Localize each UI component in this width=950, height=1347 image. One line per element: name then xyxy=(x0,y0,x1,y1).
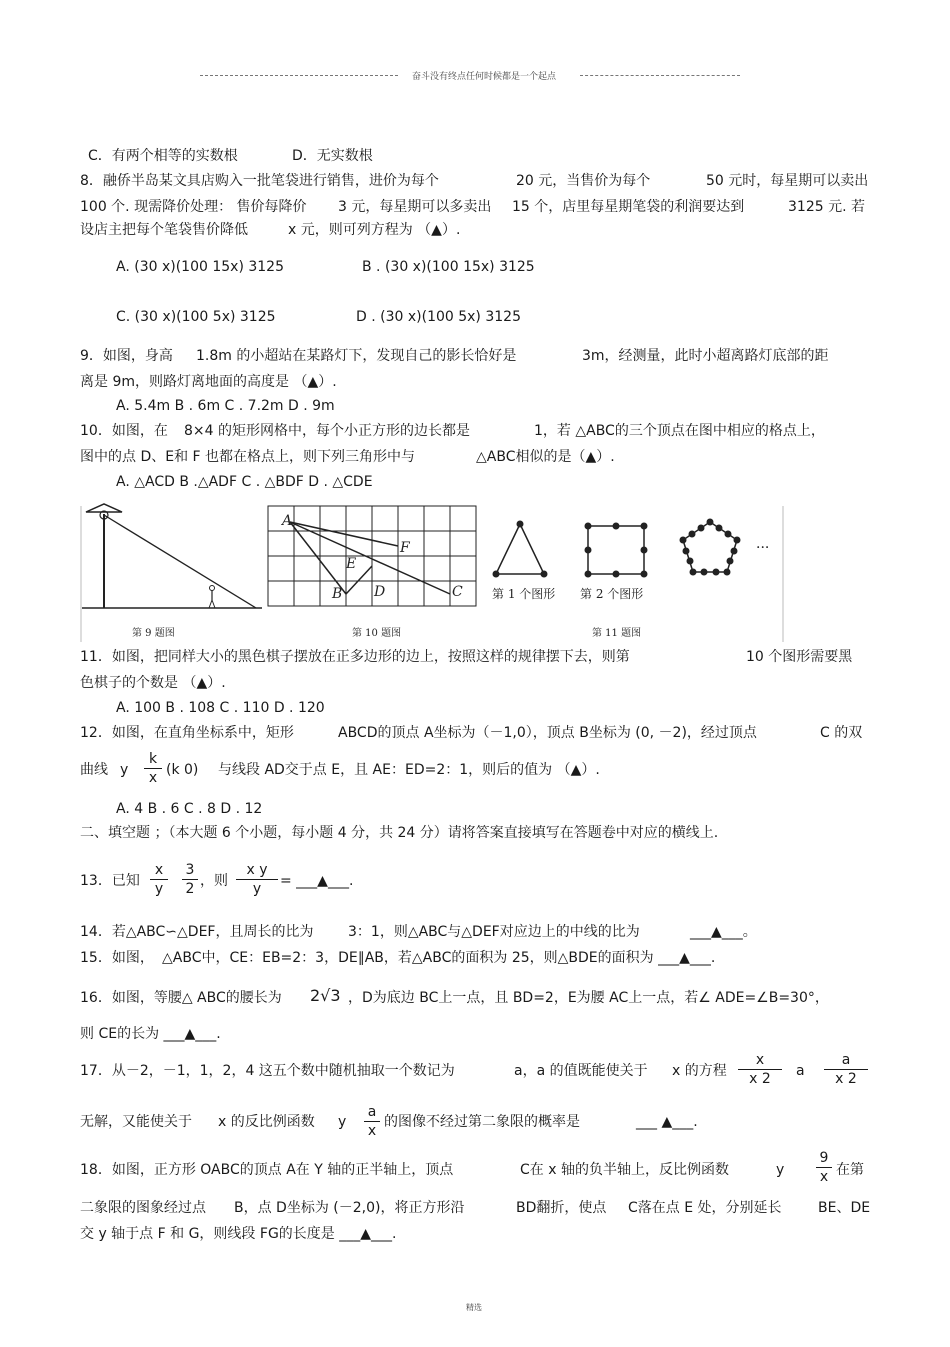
q18-y: y xyxy=(776,1162,785,1178)
q18-line2b: B，点 D坐标为 (－2,0)，将正方形沿 xyxy=(234,1200,465,1216)
q18-n: 9 xyxy=(819,1150,829,1166)
q9-line1a: 9．如图，身高 xyxy=(80,348,173,364)
q17-op-a: a xyxy=(796,1063,805,1079)
q18-line2d: C落在点 E 处，分别延长 xyxy=(628,1200,782,1216)
q12-line1b: ABCD的顶点 A坐标为（－1,0），顶点 B坐标为 (0, －2)，经过顶点 xyxy=(338,725,757,741)
q13-n2: 3 xyxy=(185,862,195,878)
q9-line2: 离是 9m，则路灯离地面的高度是 （▲）. xyxy=(80,374,337,390)
q13-pre: 13．已知 xyxy=(80,873,140,889)
fig9-lamp-diagram xyxy=(82,504,262,608)
q14-c: ___▲___。 xyxy=(690,924,757,940)
q8-option-b: B . (30 x)(100 15x) 3125 xyxy=(362,259,535,275)
q12-k-condition: (k 0) xyxy=(166,762,199,778)
q8-line2b: 3 元，每星期可以多卖出 xyxy=(338,199,492,215)
fig10-grid-diagram xyxy=(268,506,476,606)
q13-d2: 2 xyxy=(185,881,195,897)
q10-line2b: △ABC相似的是（▲）. xyxy=(476,449,615,465)
q17-d1: x 2 xyxy=(749,1071,771,1087)
q11-options: A. 100 B . 108 C . 110 D . 120 xyxy=(116,700,325,716)
q12-line1c: C 的双 xyxy=(820,725,863,741)
q12-frac-num: k xyxy=(148,751,158,767)
q17-d2: x 2 xyxy=(835,1071,857,1087)
q16-line2: 则 CE的长为 ___▲___. xyxy=(80,1026,221,1042)
fig11-polygon-sequence xyxy=(493,519,740,577)
q18-line3: 交 y 轴于点 F 和 G，则线段 FG的长度是 ___▲___. xyxy=(80,1226,397,1242)
q17-line2a: 无解，又能使关于 xyxy=(80,1114,192,1130)
q10-line1a: 10．如图，在 xyxy=(80,423,168,439)
q8-line2a: 100 个. 现需降价处理： 售价每降价 xyxy=(80,199,307,215)
q8-line3b: x 元，则可列方程为 （▲）. xyxy=(288,222,461,238)
fig11-label-2: 第 2 个图形 xyxy=(580,587,644,601)
q13-n3: x y xyxy=(246,862,268,878)
q12-y: y xyxy=(120,762,129,778)
q16-a: 16．如图，等腰△ ABC的腰长为 xyxy=(80,990,282,1006)
q17-line2d: ___ ▲___. xyxy=(636,1114,698,1130)
q12-line1a: 12．如图，在直角坐标系中，矩形 xyxy=(80,725,294,741)
footer-text: 精选 xyxy=(466,1303,482,1312)
fig10-label-c: C xyxy=(452,584,463,600)
figures-strip xyxy=(80,500,784,642)
q18-line2a: 二象限的图象经过点 xyxy=(80,1200,206,1216)
q17-a: 17．从－2，－1，1，2，4 这五个数中随机抽取一个数记为 xyxy=(80,1063,455,1079)
q12-line2b: 与线段 AD交于点 E，且 AE：ED=2：1，则后的值为 （▲）. xyxy=(218,762,600,778)
q10-line1b: 8×4 的矩形网格中，每个小正方形的边长都是 xyxy=(184,423,470,439)
header-dash-left xyxy=(200,75,398,76)
q13-d1: y xyxy=(154,881,164,897)
q14-b: 3：1，则△ABC与△DEF对应边上的中线的比为 xyxy=(348,924,640,940)
header-dash-right xyxy=(580,75,740,76)
q13-post: = ___▲___. xyxy=(280,873,354,889)
q18-b: C在 x 轴的负半轴上，反比例函数 xyxy=(520,1162,729,1178)
q10-line1c: 1，若 △ABC的三个顶点在图中相应的格点上， xyxy=(534,423,825,439)
q8-line3a: 设店主把每个笔袋售价降低 xyxy=(80,222,248,238)
fig10-caption: 第 10 题图 xyxy=(352,628,402,639)
q11-line1b: 10 个图形需要黑 xyxy=(746,649,853,665)
q18-a: 18．如图，正方形 OABC的顶点 A在 Y 轴的正半轴上，顶点 xyxy=(80,1162,454,1178)
q8-line1b: 20 元，当售价为每个 xyxy=(516,173,651,189)
q17-n1: x xyxy=(755,1052,765,1068)
q13-fraction-3-over-2 xyxy=(182,862,198,897)
q9-options: A. 5.4m B . 6m C . 7.2m D . 9m xyxy=(116,398,335,414)
q18-line2c: BD翻折，使点 xyxy=(516,1200,607,1216)
q16-b: ，D为底边 BC上一点，且 BD=2，E为腰 AC上一点，若∠ ADE=∠B=30°， xyxy=(348,990,829,1006)
q8-option-c: C. (30 x)(100 5x) 3125 xyxy=(116,309,276,325)
q13-d3: y xyxy=(252,881,262,897)
fig11-ellipsis: ··· xyxy=(756,540,770,556)
q12-frac-den: x xyxy=(148,770,158,786)
q17-n3: a xyxy=(367,1104,377,1120)
q8-line2c: 15 个，店里每星期笔袋的利润要达到 xyxy=(512,199,745,215)
q13-mid: ，则 xyxy=(200,873,228,889)
q7-option-c: C．有两个相等的实数根 xyxy=(88,148,238,164)
header-motto: 奋斗没有终点任何时候都是一个起点 xyxy=(412,72,557,82)
q17-line2c: 的图像不经过第二象限的概率是 xyxy=(384,1114,580,1130)
q17-c: x 的方程 xyxy=(672,1063,727,1079)
q10-options: A. △ACD B .△ADF C . △BDF D . △CDE xyxy=(116,474,373,490)
q9-line1c: 3m，经测量，此时小超离路灯底部的距 xyxy=(582,348,829,364)
q17-line2b: x 的反比例函数 xyxy=(218,1114,315,1130)
fig10-label-e: E xyxy=(346,556,357,572)
q17-y: y xyxy=(338,1114,347,1130)
q14-a: 14．若△ABC∽△DEF，且周长的比为 xyxy=(80,924,314,940)
section2-heading: 二、填空题 ；（本大题 6 个小题，每小题 4 分，共 24 分）请将答案直接填写在答题卷中对应的横线上. xyxy=(80,825,719,841)
q11-line2: 色棋子的个数是 （▲）. xyxy=(80,675,226,691)
q17-fraction-a-over-x xyxy=(364,1104,380,1139)
q10-line2a: 图中的点 D、E和 F 也都在格点上，则下列三角形中与 xyxy=(80,449,416,465)
person-icon xyxy=(210,586,215,591)
q15-a: 15．如图， xyxy=(80,950,154,966)
q18-line2e: BE、DE xyxy=(818,1200,871,1216)
q12-fraction-k-over-x xyxy=(144,751,162,786)
q13-fraction-xy-over-y xyxy=(236,862,278,897)
fig9-caption: 第 9 题图 xyxy=(132,628,175,639)
q18-c: 在第 xyxy=(836,1162,864,1178)
q8-line2d: 3125 元. 若 xyxy=(788,199,865,215)
q17-fraction-x-over-x-minus-2 xyxy=(738,1052,782,1087)
q8-option-d: D . (30 x)(100 5x) 3125 xyxy=(356,309,521,325)
q17-fraction-a-over-x-minus-2 xyxy=(824,1052,868,1087)
q17-b: a，a 的值既能使关于 xyxy=(514,1063,648,1079)
q13-fraction-x-over-y xyxy=(150,862,168,897)
q8-line1a: 8．融侨半岛某文具店购入一批笔袋进行销售，进价为每个 xyxy=(80,173,439,189)
q7-option-d: D．无实数根 xyxy=(292,148,373,164)
fig10-label-b: B xyxy=(332,586,343,602)
q8-line1c: 50 元时，每星期可以卖出 xyxy=(706,173,869,189)
q9-line1b: 1.8m 的小超站在某路灯下，发现自己的影长恰好是 xyxy=(196,348,517,364)
q18-d: x xyxy=(819,1169,829,1185)
q11-line1a: 11．如图，把同样大小的黑色棋子摆放在正多边形的边上，按照这样的规律摆下去，则第 xyxy=(80,649,630,665)
q18-fraction-9-over-x xyxy=(816,1150,832,1185)
fig10-label-a: A xyxy=(282,513,293,529)
q13-n1: x xyxy=(154,862,164,878)
fig10-label-d: D xyxy=(374,584,386,600)
fig10-label-f: F xyxy=(400,540,410,556)
q15-b: △ABC中，CE：EB=2：3，DE∥AB，若△ABC的面积为 25，则△BDE的面积为 ___▲___. xyxy=(162,950,716,966)
q17-n2: a xyxy=(841,1052,851,1068)
fig11-caption: 第 11 题图 xyxy=(592,628,642,639)
q12-options: A. 4 B . 6 C . 8 D . 12 xyxy=(116,801,263,817)
q16-radical: 2√3 xyxy=(310,986,341,1005)
fig11-label-1: 第 1 个图形 xyxy=(492,587,556,601)
q8-option-a: A. (30 x)(100 15x) 3125 xyxy=(116,259,284,275)
q12-line2a: 曲线 xyxy=(80,762,108,778)
q17-d3: x xyxy=(367,1123,377,1139)
